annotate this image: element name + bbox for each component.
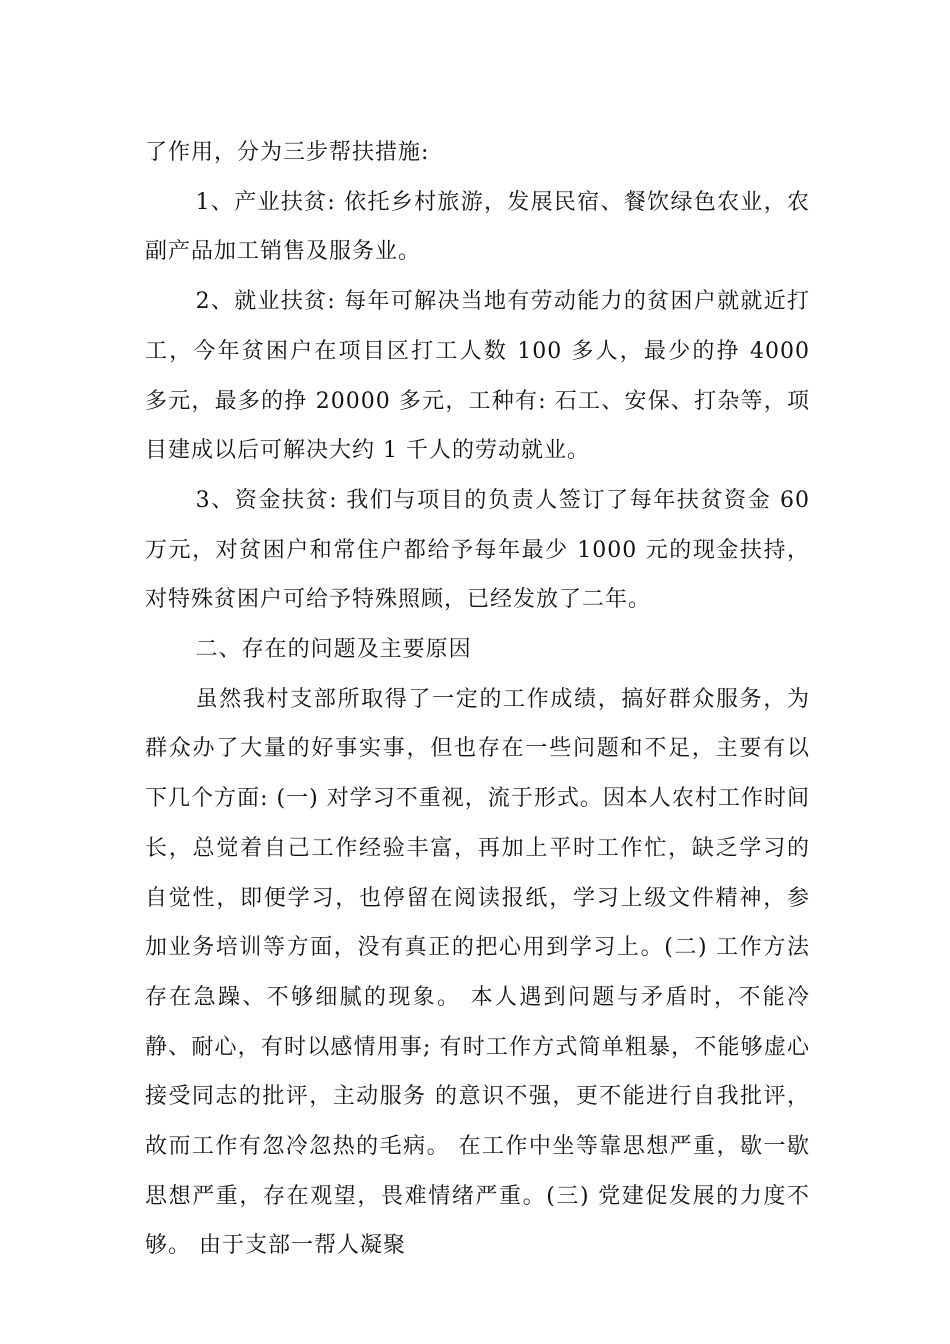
section-heading-problems: 二、存在的问题及主要原因 [195, 637, 472, 663]
paragraph-funding-poverty-relief: 3、资金扶贫: 我们与项目的负责人签订了每年扶贫资金 60 万元，对贫困户和常住户都给予每年最少 1000 元的现金扶持，对特殊贫困户可给予特殊照顾，已经发放了二年。 [145, 487, 810, 613]
paragraph-measures-intro: 了作用，分为三步帮扶措施: [145, 140, 430, 165]
paragraph-problems-detail: 虽然我村支部所取得了一定的工作成绩，搞好群众服务，为群众办了大量的好事实事，但也存在一些问题和不足，主要有以下几个方面: (一) 对学习不重视，流于形式。因本人农村工作时间长，总觉着自己工作经验丰富，再加上平时工作忙，缺乏学习的自觉性，即便学习，也停留在阅读报纸，学习上级文件精神，参加业务培训等方面，没有真正的把心用到学习上。(二) 工作方法存在急躁、不够细腻的现象。 本人遇到问题与矛盾时，不能冷静、耐心，有时以感情用事; 有时工作方式简单粗暴，不能够虚心接受同志的批评，主动服务 的意识不强，更不能进行自我批评，故而工作有忽冷忽热的毛病。 在工作中坐等靠思想严重，歇一歇思想严重，存在观望，畏难情绪严重。(三) 党建促发展的力度不够。 由于支部一帮人凝聚 [145, 686, 810, 1259]
paragraph-employment-poverty-relief: 2、就业扶贫: 每年可解决当地有劳动能力的贫困户就就近打工，今年贫困户在项目区打工人数 100 多人，最少的挣 4000 多元，最多的挣 20000 多元，工种有: 石工、安保、打杂等，项目建成以后可解决大约 1 千人的劳动就业。 [145, 289, 810, 464]
paragraph-industry-poverty-relief: 1、产业扶贫: 依托乡村旅游，发展民宿、餐饮绿色农业，农副产品加工销售及服务业。 [145, 189, 810, 265]
document-body [145, 128, 810, 1271]
